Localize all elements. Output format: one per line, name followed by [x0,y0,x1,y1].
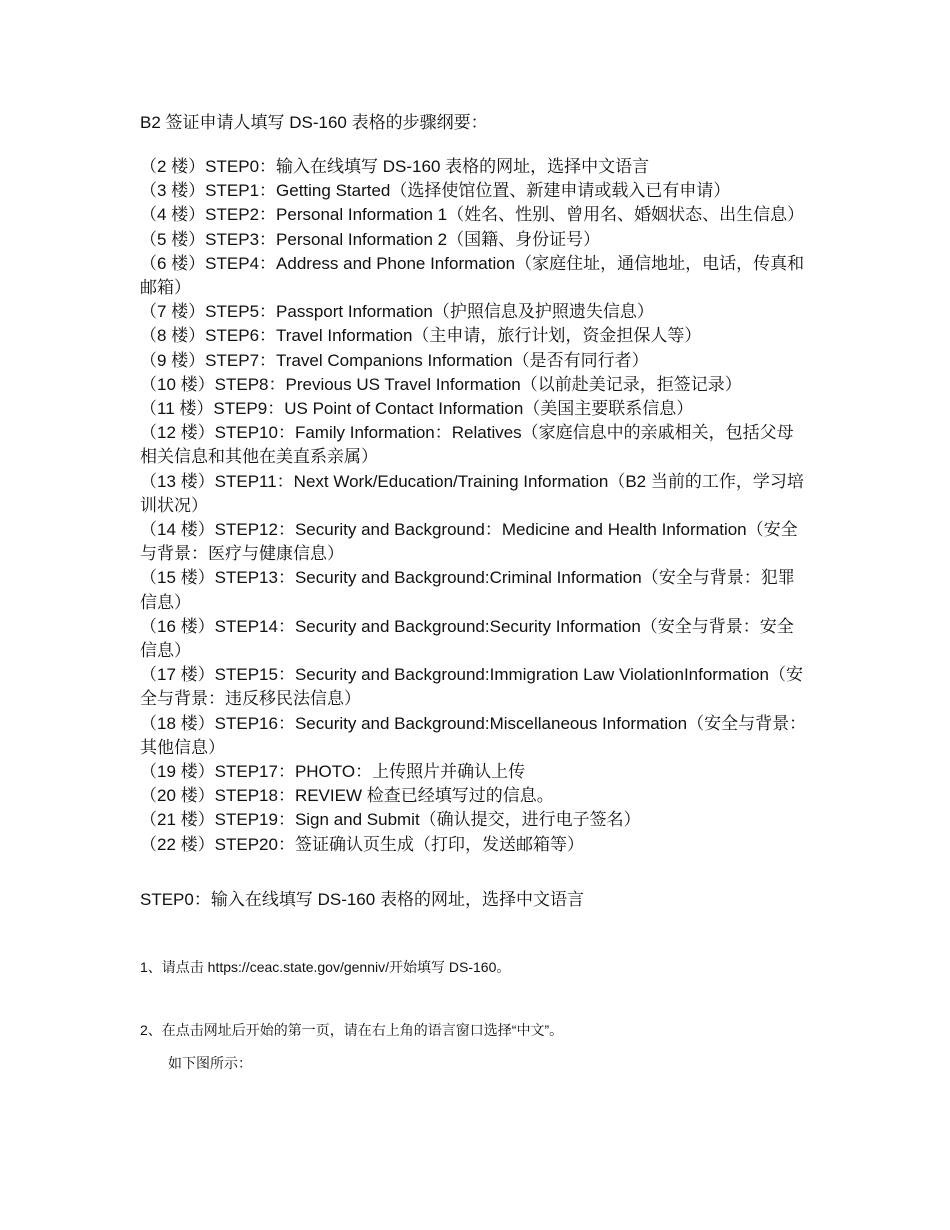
document-title: B2 签证申请人填写 DS-160 表格的步骤纲要： [140,113,488,132]
step-item: （11 楼）STEP9：US Point of Contact Information（美国主要联系信息） [140,399,694,419]
step-item: （17 楼）STEP15：Security and Background:Immigration Law ViolationInformation（安全与背景：违反移民法信息） [140,665,803,709]
section-heading: STEP0：输入在线填写 DS-160 表格的网址，选择中文语言 [140,890,584,909]
step-item: （10 楼）STEP8：Previous US Travel Information（以前赴美记录，拒签记录） [140,374,742,394]
paragraph-url-instruction: 1、请点击 https://ceac.state.gov/genniv/开始填写 DS-160。 [140,959,511,975]
step-item: （15 楼）STEP13：Security and Background:Criminal Information（安全与背景：犯罪信息） [140,568,795,612]
step-item: （16 楼）STEP14：Security and Background:Security Information（安全与背景：安全信息） [140,616,794,661]
step-item: （13 楼）STEP11：Next Work/Education/Training Information（B2 当前的工作，学习培训状况） [140,471,804,515]
step-item: （20 楼）STEP18：REVIEW 检查已经填写过的信息。 [140,786,554,806]
step-item: （2 楼）STEP0：输入在线填写 DS-160 表格的网址，选择中文语言 [140,157,650,176]
step-item: （21 楼）STEP19：Sign and Submit（确认提交，进行电子签名） [140,810,641,830]
step-item: （12 楼）STEP10：Family Information：Relatives（家庭信息中的亲戚相关，包括父母相关信息和其他在美直系亲属） [140,423,794,467]
step-item: （14 楼）STEP12：Security and Background：Medicine and Health Information（安全与背景：医疗与健康信息） [140,520,798,564]
step-item: （22 楼）STEP20：签证确认页生成（打印，发送邮箱等） [140,834,584,854]
paragraph-language-instruction: 2、在点击网址后开始的第一页，请在右上角的语言窗口选择“中文”。 [140,1022,564,1038]
paragraph-figure-caption: 如下图所示： [168,1055,252,1071]
step-item: （8 楼）STEP6：Travel Information（主申请，旅行计划，资金担保人等） [140,326,702,346]
step-item: （4 楼）STEP2：Personal Information 1（姓名、性别、曾用名、婚姻状态、出生信息） [140,205,805,225]
step-list [140,155,808,857]
step-item: （5 楼）STEP3：Personal Information 2（国籍、身份证号） [140,229,601,249]
step-item: （6 楼）STEP4：Address and Phone Information（家庭住址，通信地址，电话，传真和邮箱） [140,253,805,298]
step-item: （7 楼）STEP5：Passport Information（护照信息及护照遗失信息） [140,302,654,322]
step-item: （19 楼）STEP17：PHOTO：上传照片并确认上传 [140,762,526,782]
step-item: （3 楼）STEP1：Getting Started（选择使馆位置、新建申请或载入已有申请） [140,181,731,201]
step-item: （9 楼）STEP7：Travel Companions Information（是否有同行者） [140,350,649,370]
step-item: （18 楼）STEP16：Security and Background:Miscellaneous Information（安全与背景：其他信息） [140,713,807,757]
